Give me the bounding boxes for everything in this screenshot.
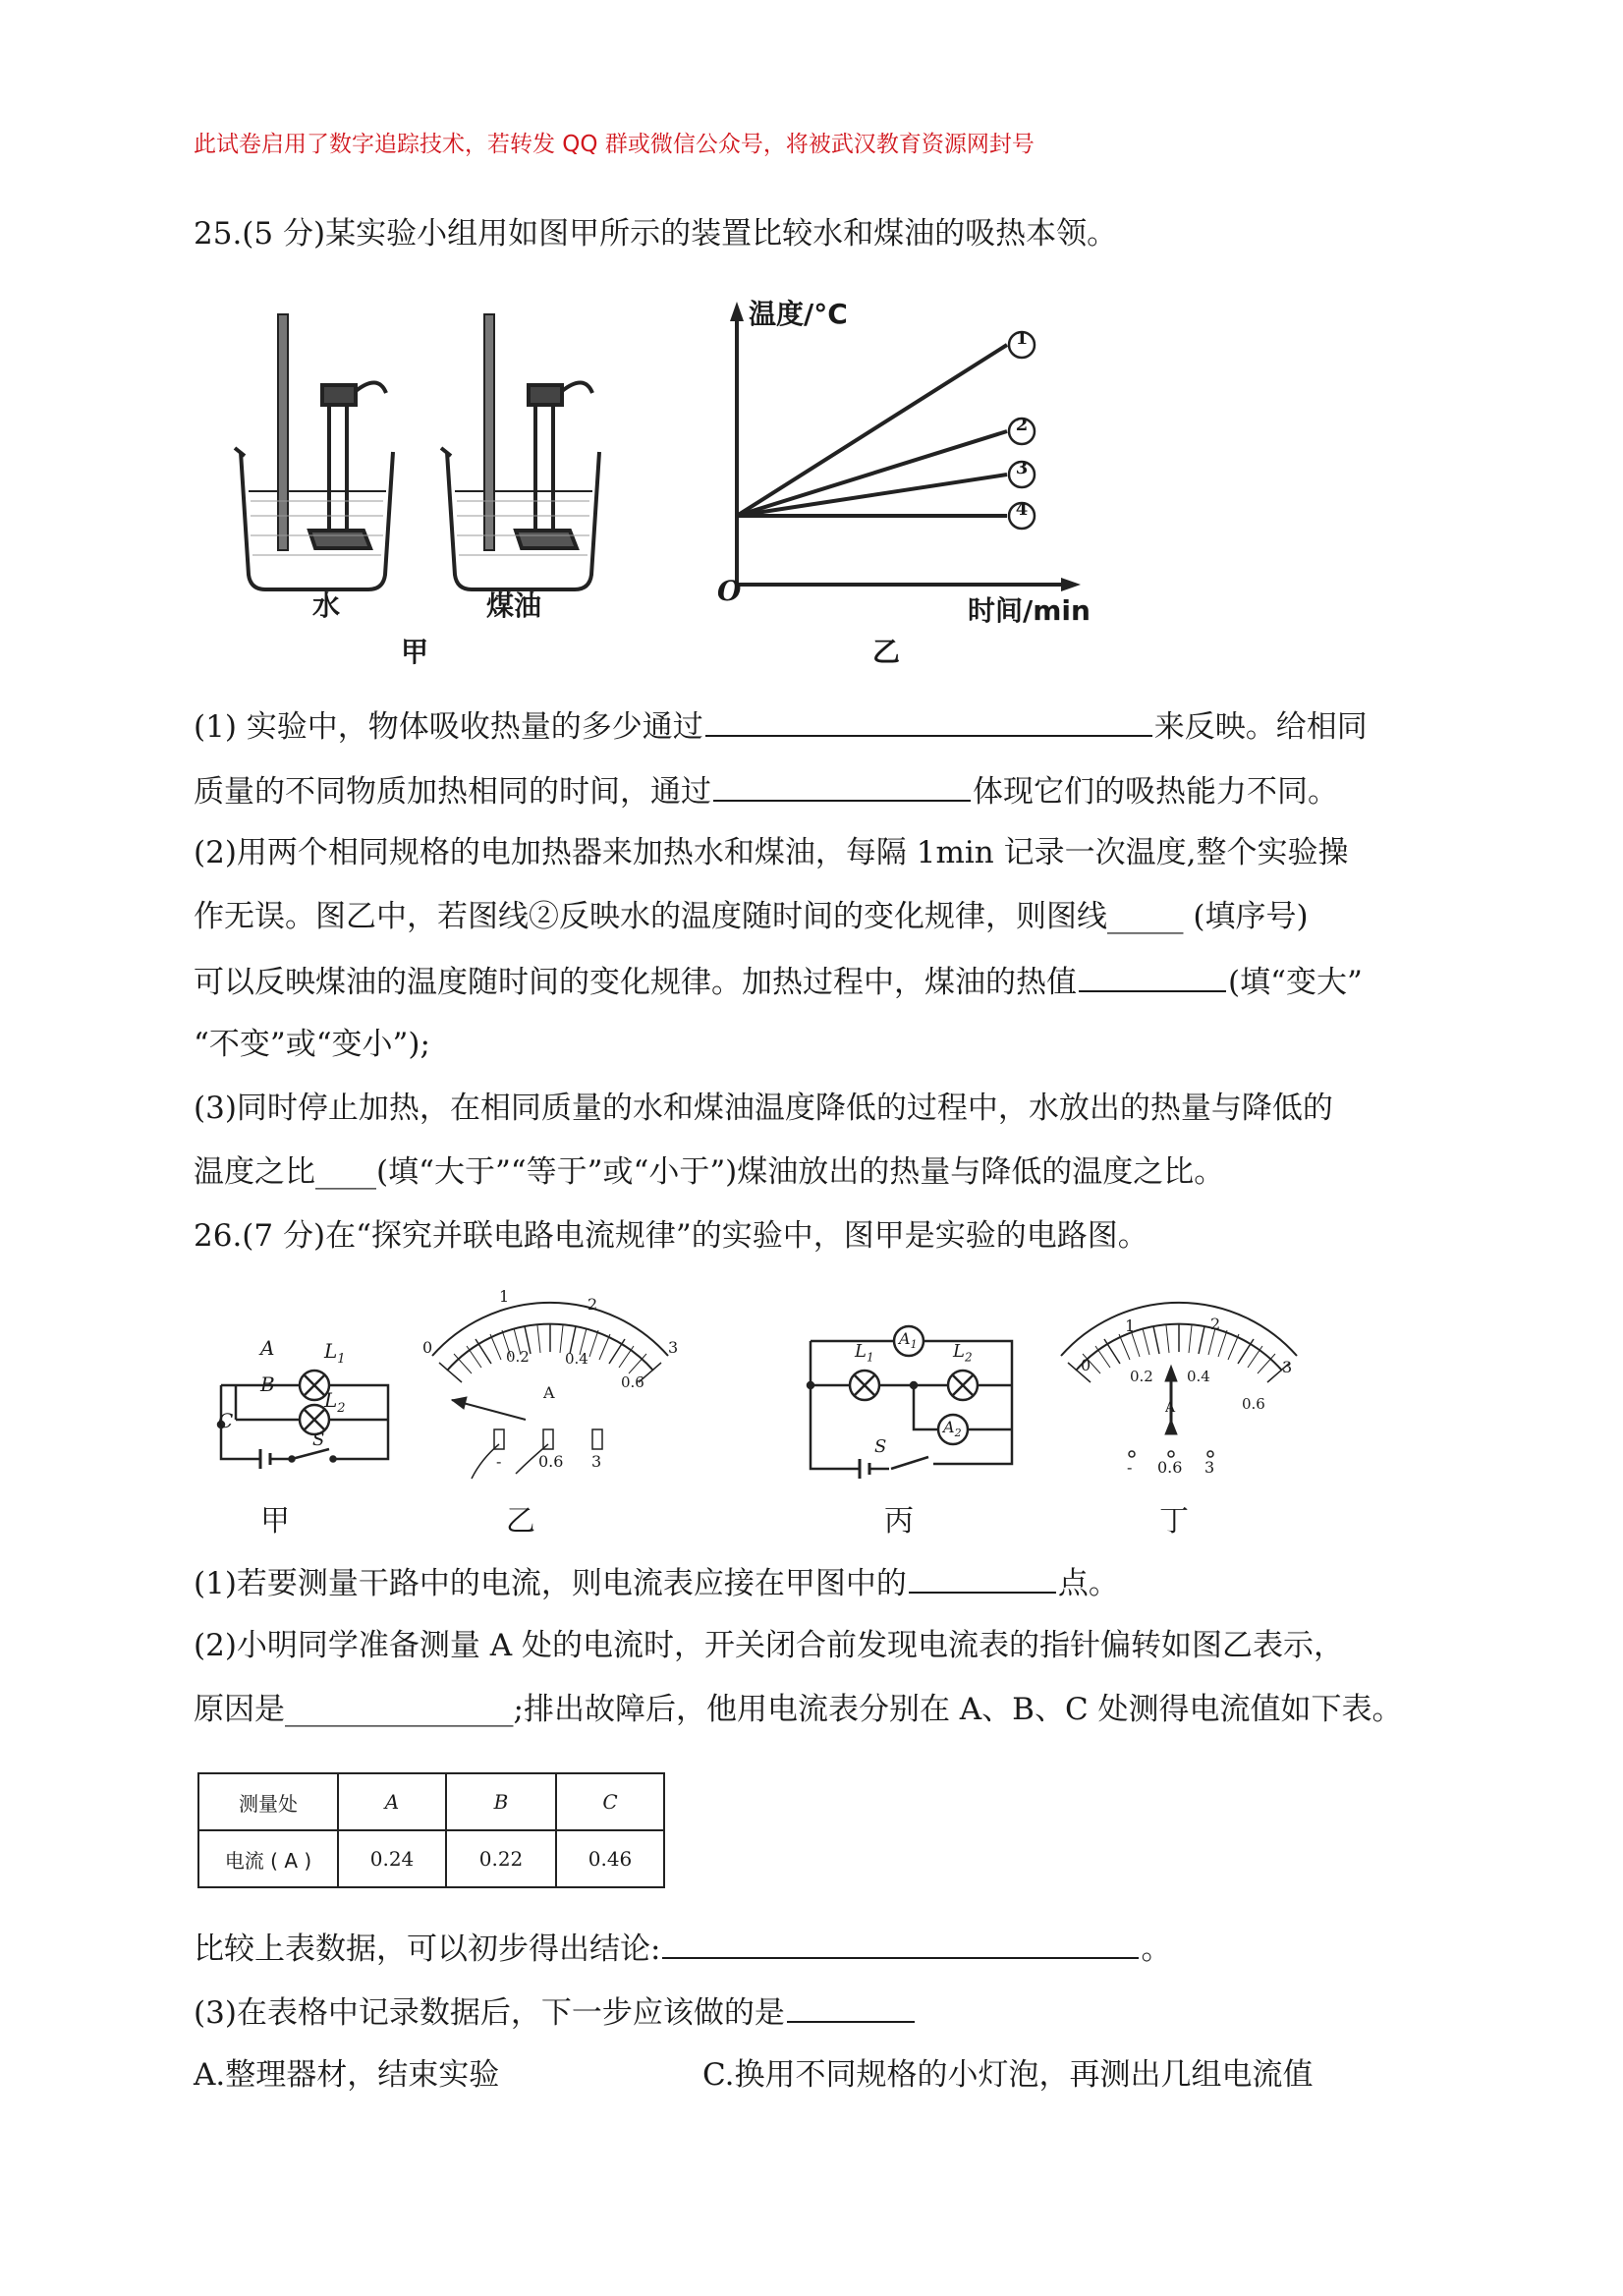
ding-scale-3: 3 (1282, 1358, 1293, 1376)
table-header-cell: 测量处 (198, 1773, 338, 1830)
table-header-cell: C (556, 1773, 664, 1830)
line-3 (737, 475, 1007, 516)
label-A1: $A_1$ (899, 1329, 918, 1352)
line-label-4: 4 (1015, 499, 1029, 520)
point-A: A (260, 1336, 275, 1360)
ding-scale-04: 0.4 (1187, 1368, 1210, 1385)
label-A2: $A_2$ (943, 1418, 962, 1440)
label-S-jia: S (312, 1429, 325, 1450)
label-L2-jia: $L_2$ (324, 1388, 346, 1416)
q25-part1-line1: (1) 实验中，物体吸收热量的多少通过 来反映。给相同 (194, 705, 1368, 747)
ding-terminal-3: 3 (1204, 1458, 1215, 1477)
ding-scale-02: 0.2 (1130, 1368, 1153, 1385)
label-water: 水 (312, 589, 341, 622)
yi-scale-02: 0.2 (506, 1348, 530, 1366)
label-L1-bing: $L_1$ (855, 1341, 874, 1365)
option-A: A.整理器材，结束实验 (194, 2057, 500, 2093)
ding-scale-1: 1 (1125, 1316, 1136, 1335)
yi-terminal-3: 3 (591, 1452, 602, 1471)
ding-terminal-06: 0.6 (1157, 1458, 1183, 1477)
q25-part3-line1: (3)同时停止加热，在相同质量的水和煤油温度降低的过程中，水放出的热量与降低的 (194, 1091, 1333, 1126)
ding-scale-06: 0.6 (1242, 1395, 1265, 1413)
caption-jia-26: 甲 (260, 1504, 290, 1539)
q26-part3: (3)在表格中记录数据后，下一步应该做的是 (194, 1991, 917, 2033)
label-L2-bing: $L_2$ (953, 1341, 973, 1365)
yi-scale-0: 0 (422, 1338, 433, 1357)
q26-figure-ding-ammeter (1041, 1287, 1316, 1484)
q25-part2-line3: 可以反映煤油的温度随时间的变化规律。加热过程中，煤油的热值 (填“变大” (194, 961, 1363, 1002)
y-axis-label: 温度/°C (749, 298, 848, 330)
caption-bing-26: 丙 (884, 1504, 914, 1539)
q25-part2-line2: 作无误。图乙中，若图线②反映水的温度随时间的变化规律，则图线_____ (填序号) (194, 899, 1309, 934)
yi-scale-3: 3 (668, 1338, 679, 1357)
line-1 (737, 345, 1007, 516)
caption-yi-25: 乙 (872, 636, 901, 668)
label-S-bing: S (874, 1436, 887, 1457)
yi-scale-06: 0.6 (621, 1373, 644, 1391)
table-header-cell: B (446, 1773, 556, 1830)
point-B: B (260, 1372, 275, 1396)
caption-yi-26: 乙 (506, 1504, 535, 1539)
yi-unit: A (543, 1383, 555, 1402)
table-cell: 0.24 (338, 1830, 446, 1887)
line-label-2: 2 (1015, 415, 1029, 435)
yi-terminal-neg: - (496, 1452, 502, 1471)
caption-jia-25: 甲 (401, 636, 429, 668)
yi-scale-04: 0.4 (565, 1350, 588, 1368)
option-C: C.换用不同规格的小灯泡，再测出几组电流值 (702, 2057, 1314, 2093)
q26-part1: (1)若要测量干路中的电流，则电流表应接在甲图中的 点。 (194, 1562, 1119, 1603)
q25-header: 25.(5 分)某实验小组用如图甲所示的装置比较水和煤油的吸热本领。 (194, 216, 1118, 252)
table-cell: 0.22 (446, 1830, 556, 1887)
yi-terminal-06: 0.6 (538, 1452, 564, 1471)
q25-part2-line1: (2)用两个相同规格的电加热器来加热水和煤油，每隔 1min 记录一次温度,整个实验操 (194, 835, 1349, 870)
origin-label: O (717, 575, 742, 607)
tracking-notice: 此试卷启用了数字追踪技术，若转发 QQ 群或微信公众号，将被武汉教育资源网封号 (194, 132, 1035, 157)
table-cell: 0.46 (556, 1830, 664, 1887)
table-header-row (198, 1773, 664, 1830)
q25-part1-line2: 质量的不同物质加热相同的时间，通过 体现它们的吸热能力不同。 (194, 770, 1338, 812)
q26-header: 26.(7 分)在“探究并联电路电流规律”的实验中，图甲是实验的电路图。 (194, 1218, 1148, 1254)
line-label-3: 3 (1015, 458, 1029, 478)
q25-figure-yi (698, 290, 1110, 624)
table-row (198, 1830, 664, 1887)
table-header-cell: A (338, 1773, 446, 1830)
label-L1-jia: $L_1$ (324, 1339, 346, 1367)
q26-part2-line2: 原因是_______________;排出故障后，他用电流表分别在 A、B、C 处测得电流值如下表。 (194, 1692, 1403, 1727)
q25-part2-line4: “不变”或“变小”); (194, 1027, 430, 1062)
q26-figure-jia-circuit (201, 1331, 408, 1479)
q25-figure-jia (221, 295, 634, 668)
yi-scale-1: 1 (499, 1287, 510, 1306)
ding-scale-0: 0 (1081, 1356, 1091, 1374)
q26-conclusion: 比较上表数据，可以初步得出结论: 。 (194, 1928, 1171, 1969)
ding-scale-2: 2 (1210, 1315, 1221, 1333)
line-label-1: 1 (1015, 328, 1029, 349)
current-table (197, 1772, 665, 1888)
ding-terminal-neg: - (1127, 1458, 1133, 1477)
table-cell: 电流 ( A ) (198, 1830, 338, 1887)
line-2 (737, 431, 1007, 516)
x-axis-label: 时间/min (968, 594, 1091, 627)
yi-scale-2: 2 (588, 1295, 598, 1314)
point-C: C (218, 1409, 234, 1432)
caption-ding-26: 丁 (1159, 1504, 1189, 1539)
q26-part2-line1: (2)小明同学准备测量 A 处的电流时，开关闭合前发现电流表的指针偏转如图乙表示， (194, 1628, 1345, 1663)
label-kerosene: 煤油 (486, 589, 542, 622)
ding-unit: A (1165, 1400, 1176, 1416)
q25-part3-line2: 温度之比____(填“大于”“等于”或“小于”)煤油放出的热量与降低的温度之比。 (194, 1154, 1225, 1190)
